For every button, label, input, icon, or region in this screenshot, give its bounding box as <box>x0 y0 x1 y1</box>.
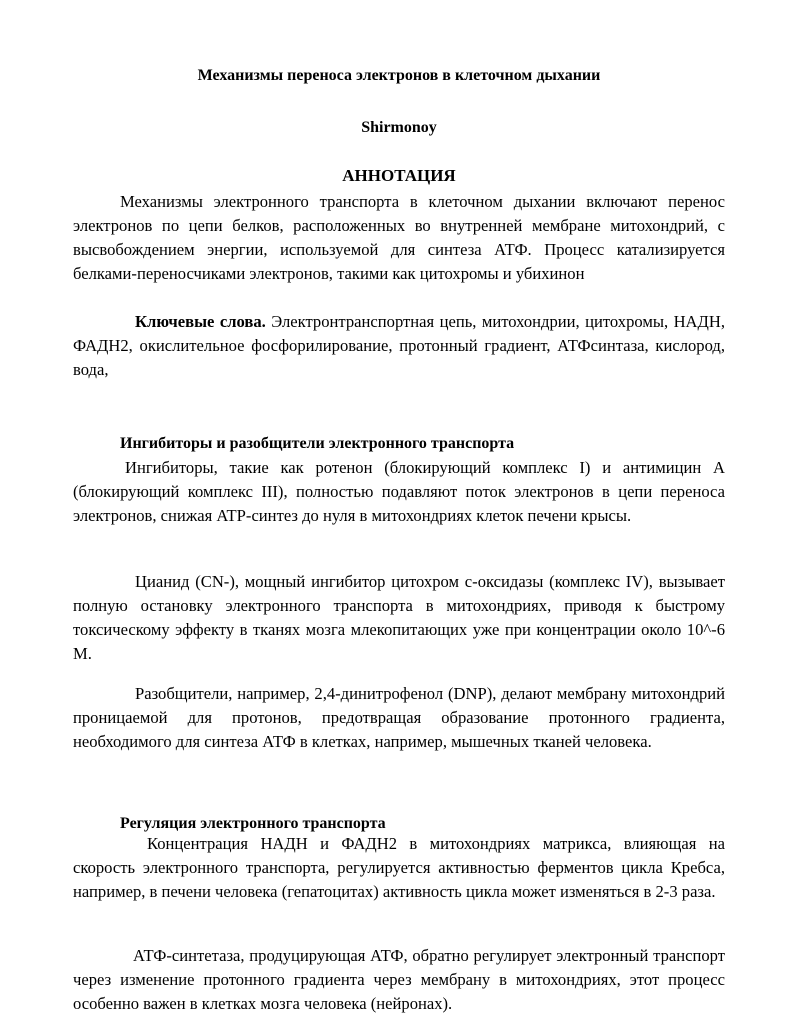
paragraph-inhibitors: Ингибиторы, такие как ротенон (блокирующий комплекс I) и антимицин А (блокирующий комплекс III), полностью подавляют поток электронов в цепи переноса электронов, снижая ATP-синтез до нуля в митохондриях клеток печени крысы. <box>73 458 725 525</box>
paragraph-nadh-regulation: Концентрация НАДН и ФАДН2 в митохондриях матрикса, влияющая на скорость электронного транспорта, регулируется активностью ферментов цикла Кребса, например, в печени человека (гепатоцитах) активность цикла может изменяться в 2-3 раза. <box>73 834 725 901</box>
section-heading-inhibitors: Ингибиторы и разобщители электронного транспорта <box>120 435 515 452</box>
document-title: Механизмы переноса электронов в клеточном дыхании <box>197 67 601 84</box>
author-name: Shirmonoy <box>361 119 437 136</box>
paragraph-atp-synthase: АТФ-синтетаза, продуцирующая АТФ, обратно регулирует электронный транспорт через изменение протонного градиента через мембрану в митохондриях, этот процесс особенно важен в клетках мозга человека (нейронах). <box>73 946 725 1013</box>
keywords-label: Ключевые слова. <box>135 312 266 331</box>
section-heading-regulation: Регуляция электронного транспорта <box>120 815 386 832</box>
paragraph-uncouplers: Разобщители, например, 2,4-динитрофенол (DNP), делают мембрану митохондрий проницаемой для протонов, предотвращая образование протонного градиента, необходимого для синтеза АТФ в клетках, например, мышечных тканей человека. <box>73 684 725 751</box>
paragraph-cyanide: Цианид (CN-), мощный ингибитор цитохром с-оксидазы (комплекс IV), вызывает полную остановку электронного транспорта в митохондриях, приводя к быстрому токсическому эффекту в тканях мозга млекопитающих уже при концентрации около 10^-6 М. <box>73 572 725 663</box>
abstract-text: Механизмы электронного транспорта в клеточном дыхании включают перенос электронов по цепи белков, расположенных во внутренней мембране митохондрий, с высвобождением энергии, используемой для синтеза АТФ. Процесс катализируется белками-переносчиками электронов, такими как цитохромы и убихинон <box>73 192 725 283</box>
keywords-paragraph <box>73 310 725 382</box>
abstract-heading: АННОТАЦИЯ <box>342 166 456 185</box>
keywords-text: Электронтранспортная цепь, митохондрии, цитохромы, НАДН, ФАДН2, окислительное фосфорилирование, протонный градиент, АТФсинтаза, кислород, вода, <box>73 312 725 379</box>
